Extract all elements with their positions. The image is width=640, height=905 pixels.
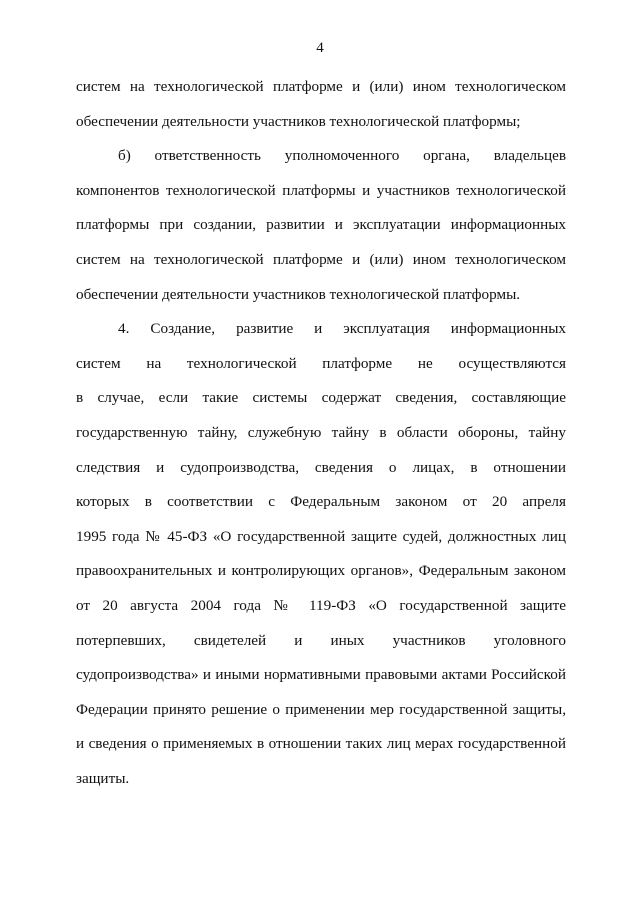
text-line: которых в соответствии с Федеральным законом от 20 апреля — [76, 493, 566, 511]
document-body — [76, 70, 566, 796]
text-line: Федерации принято решение о применении мер государственной защиты, — [76, 700, 566, 718]
text-line: систем на технологической платформе и (или) ином технологическом — [76, 78, 566, 95]
text-line: систем на технологической платформе не осуществляются — [76, 354, 566, 372]
text-line: обеспечении деятельности участников технологической платформы. — [76, 285, 521, 303]
text-line: государственную тайну, служебную тайну в области обороны, тайну — [76, 423, 566, 441]
page-number: 4 — [316, 40, 324, 56]
text-line: защиты. — [76, 769, 130, 787]
text-line: платформы при создании, развитии и эксплуатации информационных — [76, 216, 566, 234]
text-line: компонентов технологической платформы и участников технологической — [76, 181, 566, 199]
text-line: 4. Создание, развитие и эксплуатация информационных — [118, 320, 566, 338]
text-line: потерпевших, свидетелей и иных участников уголовного — [76, 631, 566, 649]
text-line: от 20 августа 2004 года № 119-ФЗ «О государственной защите — [76, 596, 566, 614]
text-line: обеспечении деятельности участников технологической платформы; — [76, 112, 521, 130]
text-line: систем на технологической платформе и (или) ином технологическом — [76, 250, 566, 268]
text-line: следствия и судопроизводства, сведения о лицах, в отношении — [76, 458, 566, 476]
text-line: и сведения о применяемых в отношении таких лиц мерах государственной — [76, 735, 566, 753]
text-line: в случае, если такие системы содержат сведения, составляющие — [76, 389, 566, 407]
text-line: судопроизводства» и иными нормативными правовыми актами Российской — [76, 666, 566, 684]
text-line: правоохранительных и контролирующих органов», Федеральным законом — [76, 562, 566, 580]
text-line: б) ответственность уполномоченного органа, владельцев — [118, 147, 566, 165]
text-line: 1995 года № 45-ФЗ «О государственной защите судей, должностных лиц — [76, 527, 566, 545]
